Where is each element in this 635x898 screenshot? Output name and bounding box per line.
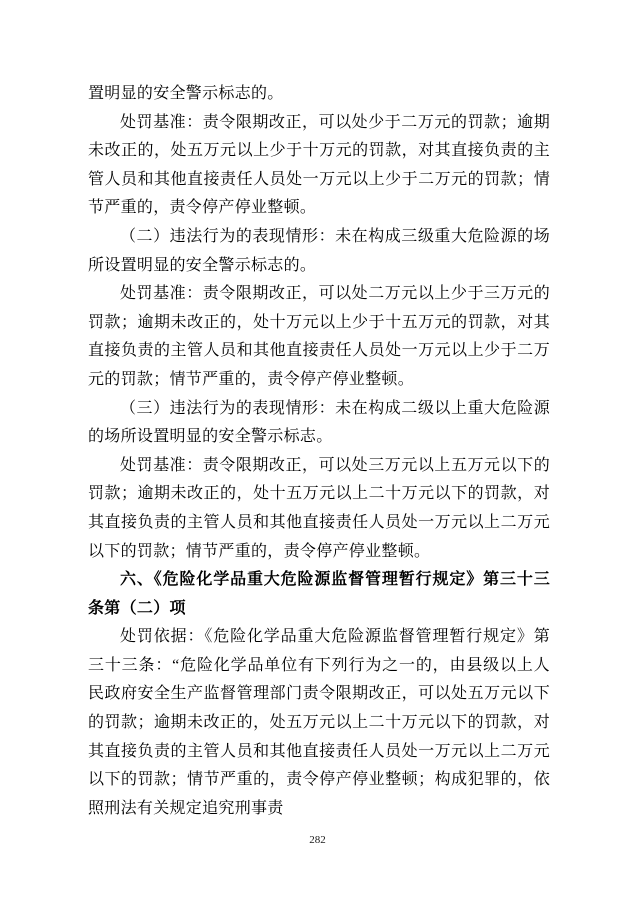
paragraph: 置明显的安全警示标志的。 <box>88 85 284 102</box>
paragraph: 处罚基准：责令限期改正，可以处少于二万元的罚款；逾期未改正的，处五万元以上少于十万元的罚款，对其直接负责的主管人员和其他直接责任人员处一万元以上少于二万元的罚款；情节严重的，责令停产停业整顿。 <box>88 113 550 217</box>
paragraph: （三）违法行为的表现情形：未在构成二级以上重大危险源的场所设置明显的安全警示标志。 <box>88 399 550 446</box>
page-number: 282 <box>309 834 326 846</box>
paragraph: 六、《危险化学品重大危险源监督管理暂行规定》第三十三条第（二）项 <box>88 571 550 617</box>
paragraph: （二）违法行为的表现情形：未在构成三级重大危险源的场所设置明显的安全警示标志的。 <box>88 227 550 274</box>
paragraph: 处罚基准：责令限期改正，可以处二万元以上少于三万元的罚款；逾期未改正的，处十万元以上少于十五万元的罚款，对其直接负责的主管人员和其他直接责任人员处一万元以上少于二万元的罚款；情节严重的，责令停产停业整顿。 <box>88 285 550 388</box>
paragraph: 处罚依据：《危险化学品重大危险源监督管理暂行规定》第三十三条：“危险化学品单位有下列行为之一的，由县级以上人民政府安全生产监督管理部门责令限期改正，可以处五万元以下的罚款；逾期未改正的，处五万元以上二十万元以下的罚款，对其直接负责的主管人员和其他直接责任人员处一万元以上二万元以下的罚款；情节严重的，责令停产停业整顿；构成犯罪的，依照刑法有关规定追究刑事责 <box>88 628 550 817</box>
document-body <box>88 80 550 823</box>
paragraph: 处罚基准：责令限期改正，可以处三万元以上五万元以下的罚款；逾期未改正的，处十五万元以上二十万元以下的罚款，对其直接负责的主管人员和其他直接责任人员处一万元以上二万元以下的罚款；情节严重的，责令停产停业整顿。 <box>88 456 550 560</box>
